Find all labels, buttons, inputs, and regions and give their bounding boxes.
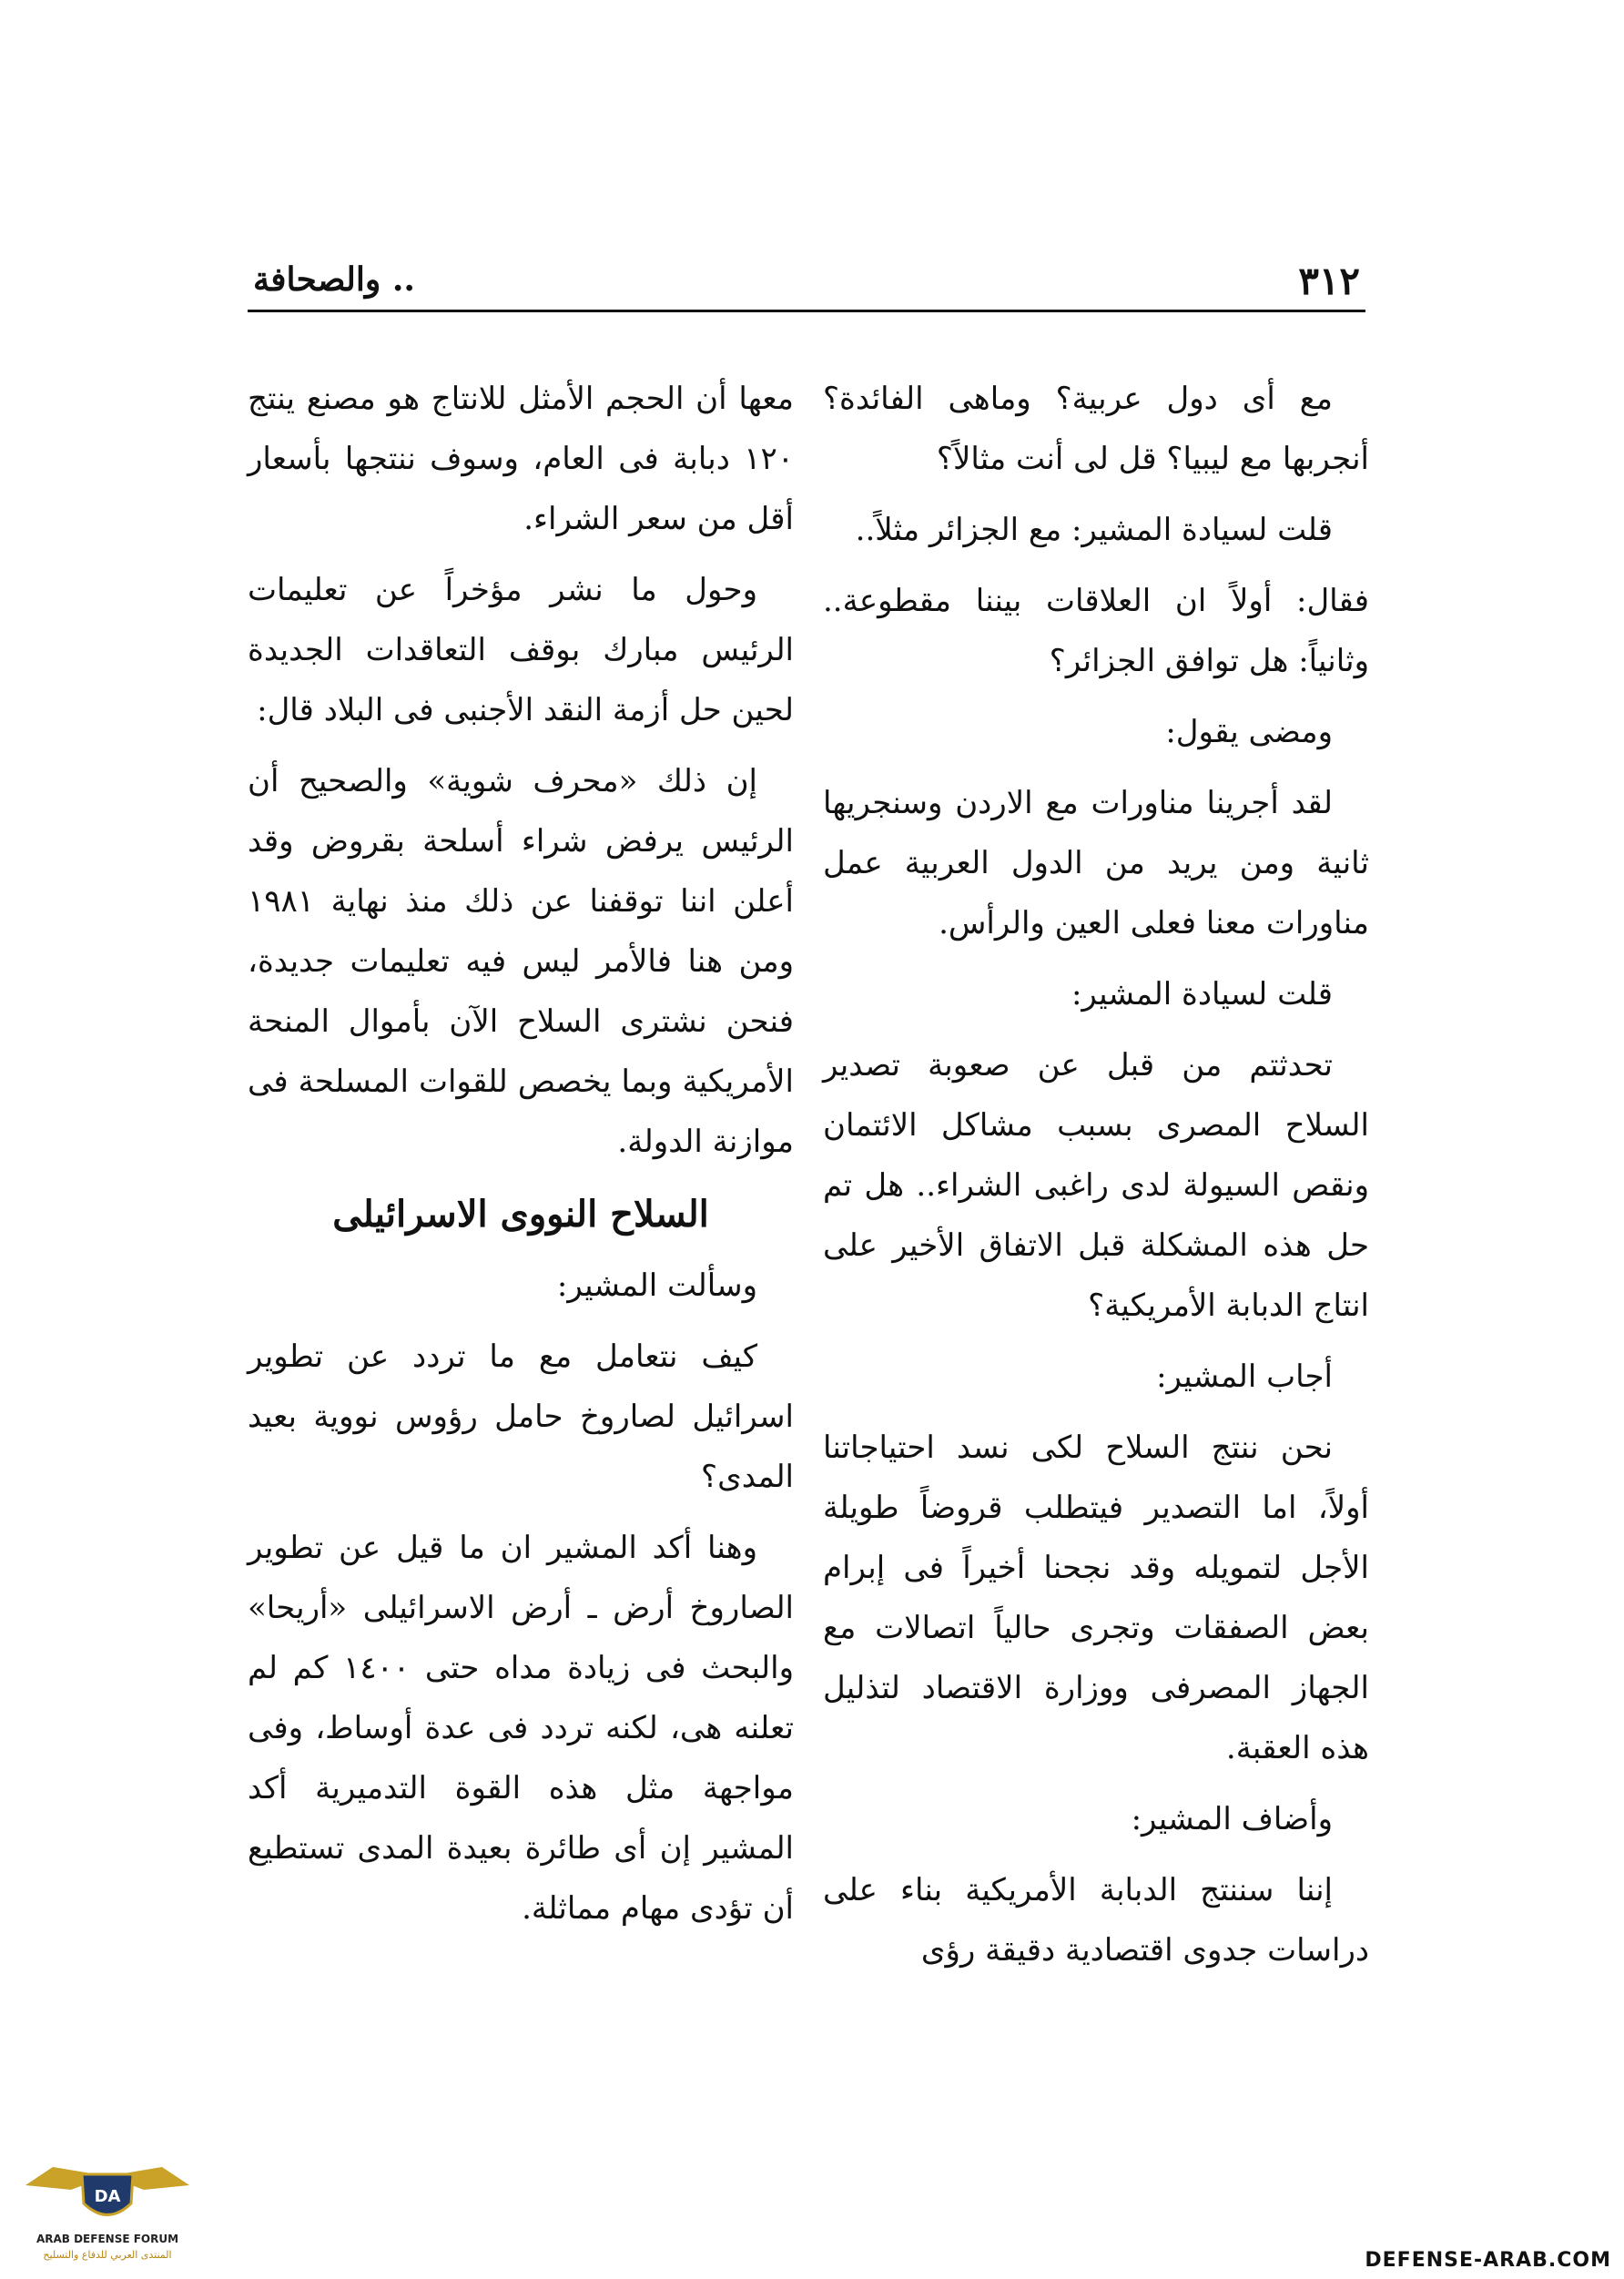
paragraph: قلت لسيادة المشير: مع الجزائر مثلاً.. xyxy=(855,512,1333,548)
page-number: ٣١٢ xyxy=(1298,259,1360,303)
left-text-column xyxy=(248,369,794,1949)
logo-arabic-name: المنتدى العربي للدفاع والتسليح xyxy=(43,2249,172,2261)
left-column-part-2 xyxy=(248,1256,794,1938)
watermark-url: DEFENSE-ARAB.COM xyxy=(1365,2249,1611,2272)
paragraph: معها أن الحجم الأمثل للانتاج هو مصنع ينتج ١٢٠ دبابة فى العام، وسوف ننتجها بأسعار أقل من سعر الشراء. xyxy=(248,381,794,537)
paragraph: وأضاف المشير: xyxy=(1131,1801,1333,1837)
paragraph: وحول ما نشر مؤخراً عن تعليمات الرئيس مبارك بوقف التعاقدات الجديدة لحين حل أزمة النقد الأجنبى فى البلاد قال: xyxy=(248,572,794,728)
section-heading: السلاح النووى الاسرائيلى xyxy=(332,1193,709,1236)
paragraph: إننا سننتج الدبابة الأمريكية بناء على دراسات جدوى اقتصادية دقيقة رؤى xyxy=(823,1872,1369,1969)
eagle-shield-icon xyxy=(16,2158,198,2233)
paragraph: وسألت المشير: xyxy=(556,1267,757,1304)
paragraph: إن ذلك «محرف شوية» والصحيح أن الرئيس يرفض شراء أسلحة بقروض وقد أعلن اننا توقفنا عن ذلك منذ نهاية ١٩٨١ ومن هنا فالأمر ليس فيه تعليمات جديدة، فنحن نشترى السلاح الآن بأموال المنحة الأمريكية وبما يخصص للقوات المسلحة فى موازنة الدولة. xyxy=(248,763,794,1160)
right-text-column xyxy=(823,369,1369,1991)
running-title: .. والصحافة xyxy=(253,260,415,299)
paragraph: نحن ننتج السلاح لكى نسد احتياجاتنا أولاً، اما التصدير فيتطلب قروضاً طويلة الأجل لتمويله وقد نجحنا أخيراً فى إبرام بعض الصفقات وتجرى حالياً اتصالات مع الجهاز المصرفى ووزارة الاقتصاد لتذليل هذه العقبة. xyxy=(823,1429,1369,1766)
page-header xyxy=(248,255,1365,312)
paragraph: تحدثتم من قبل عن صعوبة تصدير السلاح المصرى بسبب مشاكل الائتمان ونقص السيولة لدى راغبى الشراء.. هل تم حل هذه المشكلة قبل الاتفاق الأخير على انتاج الدبابة الأمريكية؟ xyxy=(823,1047,1369,1324)
left-column-part-1 xyxy=(248,369,794,1172)
paragraph: فقال: أولاً ان العلاقات بيننا مقطوعة.. وثانياً: هل توافق الجزائر؟ xyxy=(823,583,1369,679)
paragraph: كيف نتعامل مع ما تردد عن تطوير اسرائيل لصاروخ حامل رؤوس نووية بعيد المدى؟ xyxy=(248,1338,794,1495)
arab-defense-forum-logo xyxy=(16,2158,198,2272)
paragraph: مع أى دول عربية؟ وماهى الفائدة؟ أنجربها مع ليبيا؟ قل لى أنت مثالاً؟ xyxy=(823,381,1369,477)
logo-english-name: ARAB DEFENSE FORUM xyxy=(36,2233,179,2245)
logo-badge: DA xyxy=(94,2187,121,2206)
paragraph: وهنا أكد المشير ان ما قيل عن تطوير الصاروخ أرض ـ أرض الاسرائيلى «أريحا» والبحث فى زيادة مداه حتى ١٤٠٠ كم لم تعلنه هى، لكنه تردد فى عدة أوساط، وفى مواجهة مثل هذه القوة التدميرية أكد المشير إن أى طائرة بعيدة المدى تستطيع أن تؤدى مهام مماثلة. xyxy=(248,1530,795,1927)
paragraph: ومضى يقول: xyxy=(1165,714,1333,750)
paragraph: أجاب المشير: xyxy=(1156,1358,1333,1395)
paragraph: لقد أجرينا مناورات مع الاردن وسنجريها ثانية ومن يريد من الدول العربية عمل مناورات معنا فعلى العين والرأس. xyxy=(823,785,1369,941)
paragraph: قلت لسيادة المشير: xyxy=(1071,976,1333,1012)
